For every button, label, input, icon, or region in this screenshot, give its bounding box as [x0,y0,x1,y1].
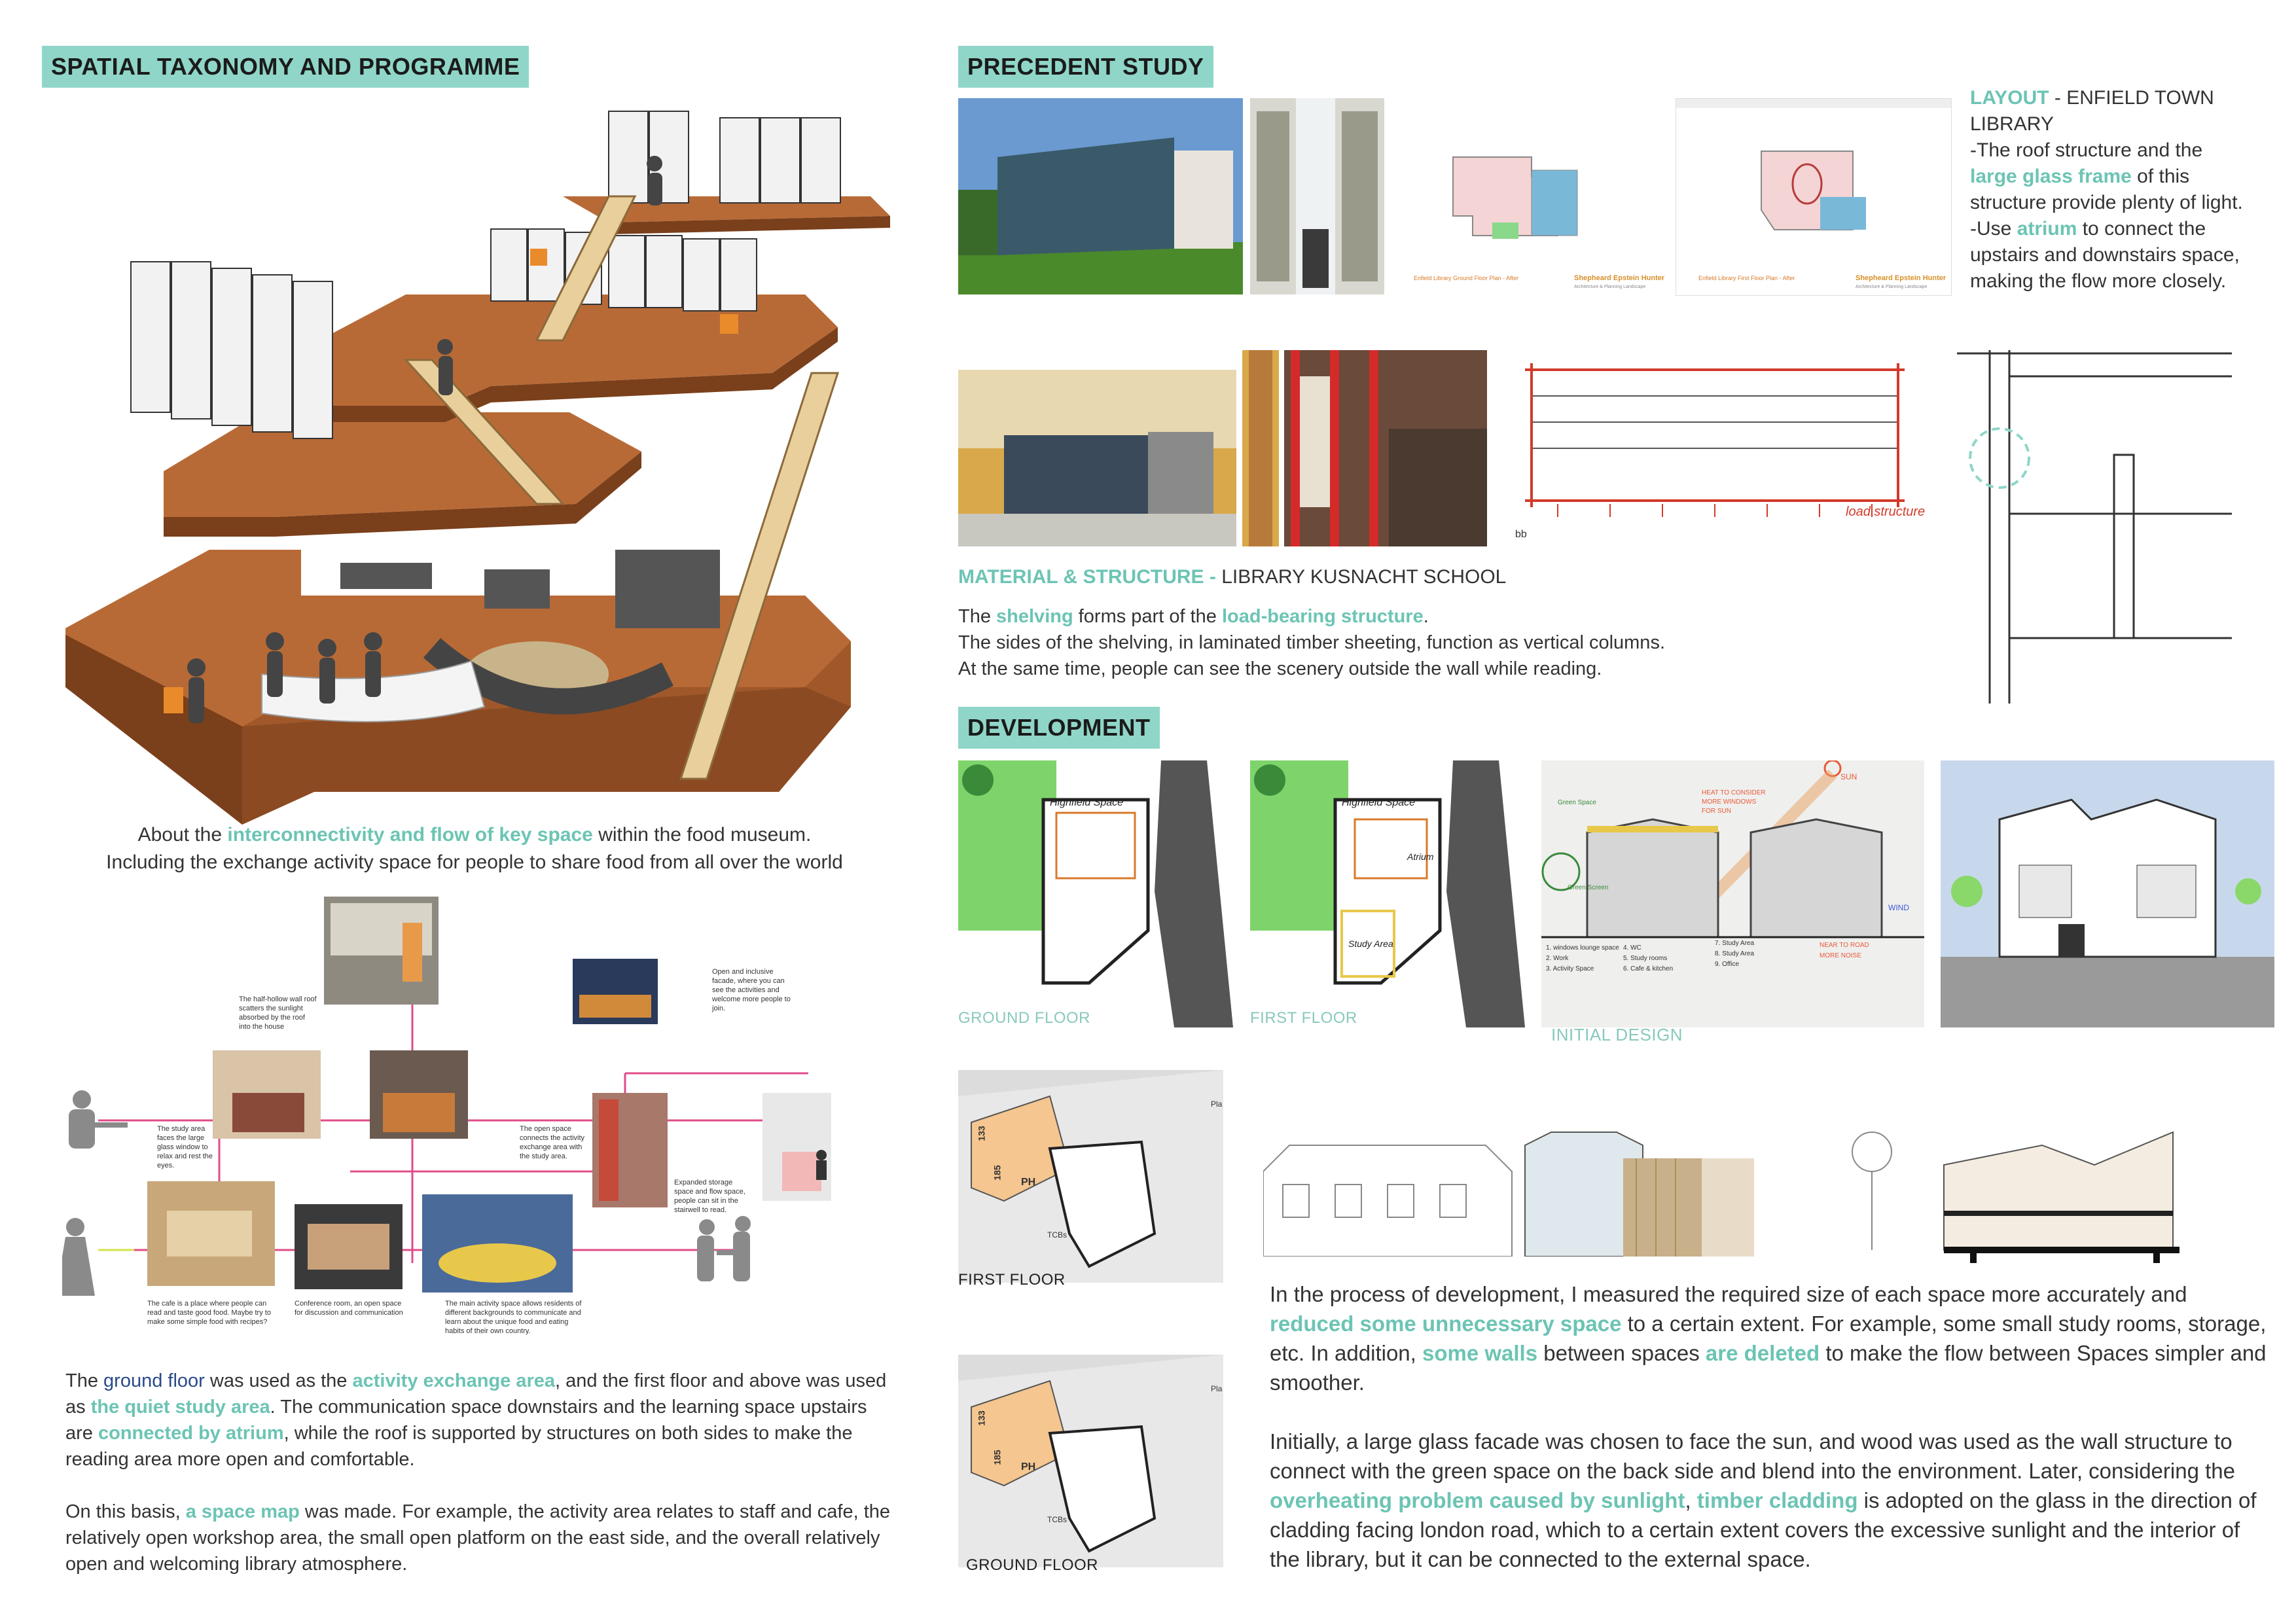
sketch-sun-label: SUN [1840,772,1857,781]
kusnacht-library-interior-photo [1284,350,1487,546]
dt2-hl2: timber cladding [1696,1488,1858,1512]
map-note-1: The half-hollow wall roof scatters the sunlight absorbed by the roof into the house [239,995,317,1031]
load-structure-label: load structure [1846,505,1926,519]
dev-street-elevation [1263,1113,1761,1257]
dev-study-area-label: Study Area [1348,938,1393,949]
caption-text-2: within the food museum. [592,824,812,846]
sketch-item-5: 5. Study rooms [1623,955,1668,962]
map-note-7: Conference room, an open space for discussion and communication [295,1300,403,1317]
development-text-1 [1270,1279,2271,1397]
map-note-3: The study area faces the large glass window to relax and rest the eyes. [157,1125,213,1169]
material-library-name: LIBRARY KUSNACHT SCHOOL [1215,566,1507,588]
enfield-first-floor-plan [1676,98,1952,296]
gt-2: was used as the [204,1370,353,1391]
plan1-brand: Shepheard Epstein Hunter [1574,274,1665,282]
sketch-green-screen: Green Screen [1568,884,1609,891]
gt-3: , and the first floor and above was used as [65,1370,887,1418]
caption-line-2: Including the exchange activity space for people to share food from all over the world [106,851,843,873]
material-title [958,564,1506,590]
gf-plan-ph: PH [1021,1461,1036,1472]
section-header-spatial: SPATIAL TAXONOMY AND PROGRAMME [42,46,529,88]
layout-t1: - ENFIELD TOWN LIBRARY [1970,87,2214,135]
caption-text-1: About the [137,824,228,846]
mat-3: . [1423,606,1429,627]
layout-hl2: large glass frame [1970,166,2132,187]
ground-floor-description [65,1368,897,1472]
mat-hl2: load-bearing structure [1221,606,1424,627]
mat-line-3: At the same time, people can see the scenery outside the wall while reading. [958,658,1602,679]
dt-2: to a certain extent. For example, some small study rooms, storage, etc. In addition, [1270,1311,2267,1365]
map-note-6: The cafe is a place where people can read and taste good food. Maybe try to make some simple food with recipes? [147,1300,271,1326]
ff-plan-tcb: TCBs [1047,1230,1067,1240]
dev-atrium-label: Atrium [1407,851,1434,862]
sketch-item-3: 3. Activity Space [1546,965,1594,972]
caption-highlight: interconnectivity and flow of key space [227,824,593,846]
gt-hl-ground: ground floor [103,1370,205,1391]
plan2-sub: Architecture & Planning Landscape [1856,285,1928,289]
spatial-caption [59,821,890,876]
dt-hl1: reduced some unnecessary space [1270,1311,1622,1336]
layout-t2: -The roof structure and the [1970,139,2203,161]
sketch-green-space: Green Space [1558,799,1596,806]
gf-plan-num-2: 185 [992,1450,1003,1465]
gf-plan-tcb: TCBs [1047,1515,1067,1524]
kusnacht-library-interior-section [1242,350,1279,546]
gt-hl-activity: activity exchange area [352,1370,556,1391]
dev-section-render [1941,760,2274,1027]
initial-design-label: INITIAL DESIGN [1551,1025,1683,1044]
sketch-more-noise: MORE NOISE [1820,952,1861,959]
gt-1: The [65,1370,104,1391]
layout-note [1970,85,2251,294]
layout-hl3: atrium [2017,218,2077,240]
dt2-1: Initially, a large glass facade was chosen to face the sun, and wood was used as the wall structure to connect with the green space on the back side and blend into the environment. Later, considering the [1270,1429,2235,1483]
dt-3: between spaces [1537,1341,1706,1365]
sketch-item-7: 7. Study Area [1715,940,1755,947]
dev-first-floor-label: FIRST FLOOR [1250,1009,1357,1027]
dt-4: to make the flow between Spaces simpler and smoother. [1270,1341,2267,1395]
dev-highfield-label-2: Highfield Space [1342,797,1416,808]
development-text-2 [1270,1427,2271,1574]
sketch-near-road: NEAR TO ROAD [1820,942,1869,949]
map-note-5: Expanded storage space and flow space, people can sit in the stairwell to read. [674,1179,745,1214]
sketch-item-8: 8. Study Area [1715,950,1755,957]
sm-hl: a space map [185,1501,300,1522]
plan1-sub: Architecture & Planning Landscape [1574,285,1646,289]
sketch-item-2: 2. Work [1546,955,1569,962]
sketch-item-6: 6. Cafe & kitchen [1623,965,1674,972]
section-label-bb: bb [1515,529,1527,540]
material-label: MATERIAL & STRUCTURE - [958,566,1216,588]
space-map-description [65,1499,897,1577]
enfield-ground-floor-plan [1394,98,1669,294]
map-note-2: Open and inclusive facade, where you can see the activities and welcome more people to join. [712,968,791,1012]
gt-hl-atrium: connected by atrium [98,1423,284,1444]
dev-cross-section [1846,1113,2258,1263]
wall-section-detail [1957,350,2232,704]
dev-ground-floor-plan-label: GROUND FLOOR [966,1556,1099,1574]
plan1-title: Enfield Library Ground Floor Plan - After [1414,275,1519,281]
kusnacht-library-exterior-photo [958,370,1236,546]
mat-1: The [958,606,997,627]
enfield-library-atrium-photo [1250,98,1384,294]
mat-hl1: shelving [996,606,1073,627]
ff-plan-ph: PH [1021,1177,1036,1188]
layout-t4: -Use [1970,218,2017,240]
layout-t3: of this structure provide plenty of light. [1970,166,2243,213]
dt-hl3: are deleted [1705,1341,1820,1365]
layout-label: LAYOUT [1970,87,2049,109]
dev-ground-floor-label: GROUND FLOOR [958,1009,1091,1027]
dt-hl2: some walls [1422,1341,1538,1365]
sketch-item-4: 4. WC [1623,944,1641,952]
map-note-4: The open space connects the activity exchange area with the study area. [520,1125,585,1160]
dev-first-floor-plan-label: FIRST FLOOR [958,1271,1066,1289]
axonometric-library-illustration [65,98,916,825]
sketch-wind: WIND [1888,903,1909,912]
gf-plan-pla: Pla [1211,1384,1223,1393]
gt-5: , while the roof is supported by structures on both sides to make the reading area more open and comfortable. [65,1423,853,1470]
section-header-development: DEVELOPMENT [958,707,1160,749]
dt2-hl1: overheating problem caused by sunlight [1270,1488,1685,1512]
gt-4: . The communication space downstairs and the learning space upstairs are [65,1397,867,1444]
sm-1: On this basis, [65,1501,186,1522]
layout-t5: to connect the upstairs and downstairs space, making the flow more closely. [1970,218,2240,292]
dt-1: In the process of development, I measured the required size of each space more accurately and [1270,1282,2187,1306]
plan2-brand: Shepheard Epstein Hunter [1856,274,1946,282]
gf-plan-num-1: 133 [976,1410,987,1426]
material-description [958,603,1940,682]
sketch-item-1: 1. windows lounge space [1546,944,1619,952]
dev-highfield-label-1: Highfield Space [1050,797,1124,808]
ff-plan-pla: Pla [1211,1099,1223,1109]
sketch-item-9: 9. Office [1715,961,1740,968]
sm-2: was made. For example, the activity area relates to staff and cafe, the relatively open workshop area, the small open platform on the east side, and the overall relatively open and welcoming library atmosphere. [65,1501,891,1575]
plan2-title: Enfield Library First Floor Plan - After [1698,275,1795,281]
section-header-precedent: PRECEDENT STUDY [958,46,1213,88]
mat-line-2: The sides of the shelving, in laminated timber sheeting, function as vertical columns. [958,632,1665,653]
mat-2: forms part of the [1073,606,1222,627]
map-note-8: The main activity space allows residents of different backgrounds to communicate and learn about the unique food and eating habits of their own country. [445,1300,582,1335]
enfield-library-exterior-photo [958,98,1243,294]
gt-hl-quiet: the quiet study area [90,1397,270,1418]
ff-plan-num-1: 133 [976,1126,987,1141]
space-map-diagram [62,897,893,1322]
dt2-2: , [1685,1488,1697,1512]
dt2-3: is adopted on the glass in the direction of cladding facing london road, which to a certain extent covers the excessive sunlight and the interior of the library, but it can be connected to the external space. [1270,1488,2257,1571]
sketch-heat-label: HEAT TO CONSIDER MORE WINDOWS FOR SUN [1702,789,1766,815]
ff-plan-num-2: 185 [992,1165,1003,1181]
